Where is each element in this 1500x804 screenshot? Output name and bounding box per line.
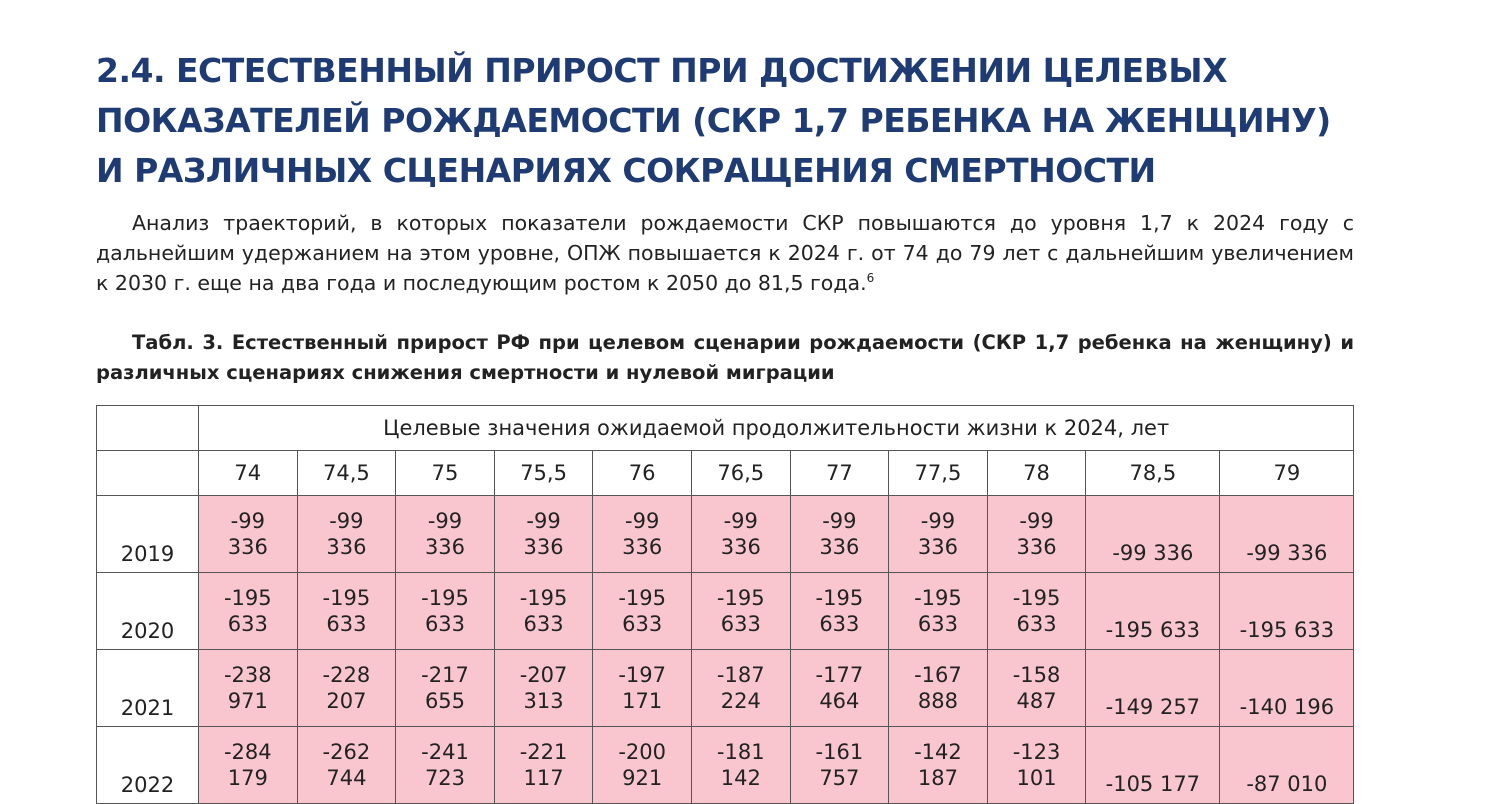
value-cell [691, 573, 790, 650]
value-cell [494, 650, 593, 727]
value-cell [396, 496, 495, 573]
row-year-label: 2019 [97, 496, 199, 573]
value-text: 224 [720, 689, 761, 713]
value-text: 633 [1016, 612, 1057, 636]
value-cell [297, 650, 396, 727]
value-text: -241 [421, 740, 469, 764]
value-cell [987, 727, 1086, 804]
value-text: -217 [421, 663, 469, 687]
value-cell [889, 573, 988, 650]
value-cell [199, 573, 298, 650]
value-cell [593, 496, 692, 573]
value-text: -200 [618, 740, 666, 764]
value-text: 655 [424, 689, 466, 713]
row-year-label: 2022 [97, 727, 199, 804]
value-text: 101 [1016, 766, 1057, 790]
column-header: 76 [593, 451, 692, 496]
value-cell [987, 573, 1086, 650]
value-cell [1086, 650, 1220, 727]
value-text: -99 [723, 509, 758, 533]
value-text: 744 [326, 766, 367, 790]
value-cell [987, 650, 1086, 727]
value-text: -197 [618, 663, 666, 687]
value-text: -195 [618, 586, 666, 610]
value-text: 633 [917, 612, 958, 636]
value-text: 313 [523, 689, 564, 713]
column-header: 75 [396, 451, 495, 496]
value-cell [790, 573, 889, 650]
value-cell [199, 727, 298, 804]
column-header: 79 [1220, 451, 1354, 496]
value-text: -262 [322, 740, 371, 764]
column-header: 74,5 [297, 451, 396, 496]
value-text: 336 [424, 535, 466, 559]
value-text: 633 [523, 612, 564, 636]
table-span-header: Целевые значения ожидаемой продолжительности жизни к 2024, лет [199, 406, 1354, 451]
value-text: 336 [917, 535, 958, 559]
table-corner-cell [97, 406, 199, 451]
value-text: -99 [230, 509, 265, 533]
value-text: 757 [819, 766, 860, 790]
value-text: 142 [720, 766, 761, 790]
value-text: 487 [1016, 689, 1057, 713]
value-text: -99 [329, 509, 364, 533]
value-cell [1086, 573, 1220, 650]
value-text: 633 [819, 612, 860, 636]
value-cell [593, 727, 692, 804]
value-text: 207 [326, 689, 367, 713]
value-text: -99 [526, 509, 561, 533]
value-cell [593, 573, 692, 650]
value-cell [1086, 496, 1220, 573]
value-text: 187 [917, 766, 958, 790]
value-cell [297, 727, 396, 804]
row-year-label: 2020 [97, 573, 199, 650]
value-cell [790, 727, 889, 804]
value-text: -195 633 [1239, 618, 1335, 642]
value-text: -87 010 [1246, 772, 1328, 796]
value-text: 921 [622, 766, 663, 790]
body-paragraph [96, 208, 1354, 298]
value-text: -123 [1012, 740, 1061, 764]
value-text: 723 [424, 766, 466, 790]
value-text: 633 [622, 612, 663, 636]
value-text: 179 [227, 766, 268, 790]
value-text: -284 [223, 740, 272, 764]
value-cell [691, 727, 790, 804]
value-text: -99 [1019, 509, 1054, 533]
value-text: -99 [427, 509, 463, 533]
value-cell [494, 496, 593, 573]
table-row [97, 650, 1354, 727]
column-header: 75,5 [494, 451, 593, 496]
value-text: -99 [822, 509, 857, 533]
value-text: -99 [920, 509, 956, 533]
value-text: 336 [523, 535, 564, 559]
value-text: -99 336 [1246, 541, 1328, 565]
value-cell [889, 727, 988, 804]
value-cell [1220, 727, 1354, 804]
value-text: -221 [519, 740, 568, 764]
column-header: 74 [199, 451, 298, 496]
table-row [97, 727, 1354, 804]
value-cell [790, 496, 889, 573]
value-text: 633 [720, 612, 761, 636]
value-text: -140 196 [1239, 695, 1335, 719]
value-cell [199, 650, 298, 727]
value-text: 971 [227, 689, 268, 713]
value-cell [593, 650, 692, 727]
value-text: 117 [523, 766, 564, 790]
value-text: 336 [720, 535, 761, 559]
value-text: 633 [326, 612, 367, 636]
table-row [97, 573, 1354, 650]
value-text: 633 [424, 612, 466, 636]
table-row [97, 496, 1354, 573]
value-text: 336 [622, 535, 663, 559]
value-text: -195 [914, 586, 962, 610]
value-cell [297, 573, 396, 650]
body-paragraph-text: Анализ траекторий, в которых показатели рождаемости СКР повышаются до уровня 1,7 к 2024 году с дальнейшим удержанием на этом уровне, ОПЖ повышается к 2024 г. от 74 до 79 лет с дальнейшим увеличением к 2030 г. еще на два года и последующим ростом к 2050 до 81,5 года. [96, 211, 1354, 295]
value-text: 336 [227, 535, 268, 559]
value-text: -195 [519, 586, 568, 610]
column-header: 78,5 [1086, 451, 1220, 496]
row-year-label: 2021 [97, 650, 199, 727]
value-text: -158 [1012, 663, 1061, 687]
value-text: -187 [716, 663, 765, 687]
value-cell [889, 496, 988, 573]
value-cell [494, 573, 593, 650]
table-span-header-row [97, 406, 1354, 451]
value-cell [790, 650, 889, 727]
value-text: -207 [519, 663, 568, 687]
value-text: -181 [716, 740, 765, 764]
column-header: 76,5 [691, 451, 790, 496]
value-text: -149 257 [1105, 695, 1201, 719]
value-text: -195 [815, 586, 864, 610]
value-text: -195 [716, 586, 765, 610]
value-text: -105 177 [1105, 772, 1201, 796]
column-header: 78 [987, 451, 1086, 496]
value-text: -167 [914, 663, 962, 687]
value-text: -99 336 [1112, 541, 1194, 565]
value-text: -195 633 [1105, 618, 1201, 642]
value-text: 464 [819, 689, 860, 713]
value-text: -99 [625, 509, 660, 533]
value-text: -177 [815, 663, 864, 687]
section-heading-line-2: ПОКАЗАТЕЛЕЙ РОЖДАЕМОСТИ (СКР 1,7 РЕБЕНКА НА ЖЕНЩИНУ) [96, 101, 1331, 140]
value-text: 633 [227, 612, 268, 636]
value-text: 336 [326, 535, 367, 559]
value-text: 336 [819, 535, 860, 559]
value-cell [1220, 496, 1354, 573]
value-text: -195 [1012, 586, 1061, 610]
value-cell [396, 727, 495, 804]
value-cell [396, 573, 495, 650]
section-heading-line-3: И РАЗЛИЧНЫХ СЦЕНАРИЯХ СОКРАЩЕНИЯ СМЕРТНОСТИ [96, 151, 1156, 190]
value-text: -142 [914, 740, 962, 764]
value-text: -195 [322, 586, 371, 610]
value-text: -228 [322, 663, 371, 687]
value-cell [1220, 573, 1354, 650]
section-heading-line-1: 2.4. ЕСТЕСТВЕННЫЙ ПРИРОСТ ПРИ ДОСТИЖЕНИИ ЦЕЛЕВЫХ [96, 51, 1228, 90]
table-corner-cell [97, 451, 199, 496]
value-text: 171 [622, 689, 663, 713]
value-text: -161 [815, 740, 864, 764]
value-cell [691, 650, 790, 727]
natural-growth-table [96, 405, 1354, 804]
value-cell [691, 496, 790, 573]
column-header: 77,5 [889, 451, 988, 496]
value-text: 336 [1016, 535, 1057, 559]
value-cell [1086, 727, 1220, 804]
column-header: 77 [790, 451, 889, 496]
value-cell [297, 496, 396, 573]
value-text: -195 [223, 586, 272, 610]
value-cell [494, 727, 593, 804]
table-caption: Табл. 3. Естественный прирост РФ при целевом сценарии рождаемости (СКР 1,7 ребенка на женщину) и различных сценариях снижения смертности и нулевой миграции [96, 331, 1354, 384]
table-column-header-row [97, 451, 1354, 496]
section-heading [96, 46, 1396, 196]
value-text: -238 [223, 663, 272, 687]
value-text: 888 [917, 689, 958, 713]
value-cell [1220, 650, 1354, 727]
value-cell [987, 496, 1086, 573]
value-cell [889, 650, 988, 727]
footnote-marker[interactable]: 6 [866, 271, 875, 285]
value-cell [199, 496, 298, 573]
value-text: -195 [421, 586, 469, 610]
value-cell [396, 650, 495, 727]
